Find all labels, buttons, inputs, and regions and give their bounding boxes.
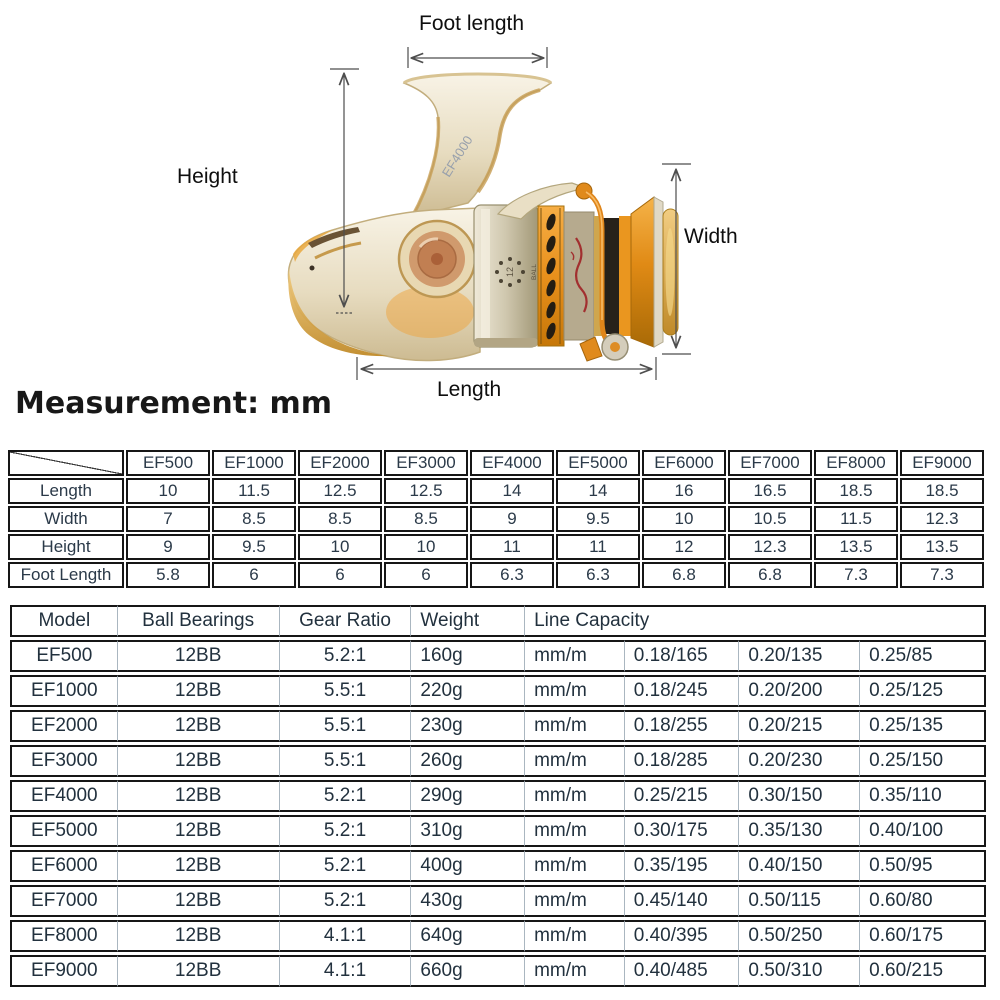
spec-cell-weight: 430g <box>410 885 524 917</box>
spec-cell-ball-bearings: 12BB <box>117 885 279 917</box>
spec-cell-line-capacity: 0.20/215 <box>738 710 859 742</box>
size-table-row-label: Height <box>8 534 124 560</box>
spec-cell-line-capacity: 0.20/200 <box>738 675 859 707</box>
spec-cell-line-capacity: mm/m <box>524 780 624 812</box>
spec-cell-weight: 660g <box>410 955 524 987</box>
spec-cell-model: EF3000 <box>10 745 117 777</box>
size-table-value: 16.5 <box>728 478 812 504</box>
spec-cell-ball-bearings: 12BB <box>117 640 279 672</box>
size-table-value: 6.3 <box>556 562 640 588</box>
reel-body <box>288 208 480 361</box>
size-table-value: 6.3 <box>470 562 554 588</box>
spec-cell-weight: 310g <box>410 815 524 847</box>
spec-cell-line-capacity: 0.25/215 <box>624 780 739 812</box>
size-table-value: 7.3 <box>814 562 898 588</box>
foot-length-label: Foot length <box>419 12 525 35</box>
size-table-value: 12.3 <box>728 534 812 560</box>
size-table-value: 7 <box>126 506 210 532</box>
size-table <box>6 448 986 590</box>
spec-cell-line-capacity: 0.35/110 <box>859 780 986 812</box>
spec-cell-line-capacity: 0.18/245 <box>624 675 739 707</box>
spec-cell-ball-bearings: 12BB <box>117 710 279 742</box>
size-table-model-header: EF9000 <box>900 450 984 476</box>
size-table-value: 12 <box>642 534 726 560</box>
spec-cell-line-capacity: mm/m <box>524 815 624 847</box>
size-table-value: 11.5 <box>212 478 296 504</box>
spec-header-ball-bearings: Ball Bearings <box>117 605 279 637</box>
size-table-value: 18.5 <box>900 478 984 504</box>
size-table-value: 12.5 <box>384 478 468 504</box>
size-table-value: 8.5 <box>384 506 468 532</box>
spec-header-line-capacity: Line Capacity <box>524 605 986 637</box>
width-label: Width <box>684 225 738 248</box>
spec-cell-line-capacity: 0.18/255 <box>624 710 739 742</box>
spec-cell-weight: 160g <box>410 640 524 672</box>
spec-cell-line-capacity: mm/m <box>524 885 624 917</box>
spec-cell-gear-ratio: 4.1:1 <box>279 955 411 987</box>
size-table-corner-cell <box>8 450 124 476</box>
spec-cell-model: EF8000 <box>10 920 117 952</box>
size-table-value: 6 <box>212 562 296 588</box>
spec-cell-gear-ratio: 5.2:1 <box>279 885 411 917</box>
size-table-model-header: EF500 <box>126 450 210 476</box>
spec-cell-line-capacity: 0.50/310 <box>738 955 859 987</box>
spec-cell-line-capacity: 0.35/195 <box>624 850 739 882</box>
size-table-value: 9.5 <box>212 534 296 560</box>
size-table-value: 9 <box>470 506 554 532</box>
size-table-value: 8.5 <box>212 506 296 532</box>
spec-cell-weight: 290g <box>410 780 524 812</box>
spool-front-flange <box>631 197 678 347</box>
size-table-model-header: EF5000 <box>556 450 640 476</box>
bearings-count-text: 12 <box>505 266 515 278</box>
spec-cell-line-capacity: mm/m <box>524 710 624 742</box>
size-table-model-header: EF4000 <box>470 450 554 476</box>
spec-cell-ball-bearings: 12BB <box>117 675 279 707</box>
spec-cell-line-capacity: 0.40/100 <box>859 815 986 847</box>
size-table-model-header: EF1000 <box>212 450 296 476</box>
size-table-value: 11 <box>556 534 640 560</box>
spec-header-weight: Weight <box>410 605 524 637</box>
spec-cell-gear-ratio: 5.2:1 <box>279 850 411 882</box>
spec-cell-gear-ratio: 5.5:1 <box>279 675 411 707</box>
size-table-value: 13.5 <box>900 534 984 560</box>
size-table-value: 6.8 <box>728 562 812 588</box>
spec-cell-line-capacity: 0.40/150 <box>738 850 859 882</box>
spec-cell-line-capacity: 0.50/250 <box>738 920 859 952</box>
spec-cell-line-capacity: mm/m <box>524 920 624 952</box>
length-arrow <box>357 357 656 380</box>
size-table-value: 6.8 <box>642 562 726 588</box>
spool-gold-band <box>538 206 564 346</box>
size-table-model-header: EF8000 <box>814 450 898 476</box>
spec-cell-model: EF6000 <box>10 850 117 882</box>
spec-cell-model: EF7000 <box>10 885 117 917</box>
size-table-value: 10 <box>642 506 726 532</box>
size-table-row-label: Length <box>8 478 124 504</box>
spool-skirt <box>564 212 594 340</box>
spec-cell-line-capacity: 0.45/140 <box>624 885 739 917</box>
size-table-model-header: EF2000 <box>298 450 382 476</box>
spec-cell-line-capacity: 0.25/135 <box>859 710 986 742</box>
size-table-value: 10 <box>126 478 210 504</box>
size-table-value: 7.3 <box>900 562 984 588</box>
spec-cell-model: EF500 <box>10 640 117 672</box>
size-table-value: 6 <box>298 562 382 588</box>
size-table-value: 12.5 <box>298 478 382 504</box>
spec-cell-line-capacity: 0.25/85 <box>859 640 986 672</box>
size-table-value: 16 <box>642 478 726 504</box>
spec-cell-gear-ratio: 4.1:1 <box>279 920 411 952</box>
spec-cell-line-capacity: 0.35/130 <box>738 815 859 847</box>
size-table-value: 11 <box>470 534 554 560</box>
spec-cell-line-capacity: 0.40/485 <box>624 955 739 987</box>
spec-cell-ball-bearings: 12BB <box>117 780 279 812</box>
size-table-value: 9.5 <box>556 506 640 532</box>
spec-cell-ball-bearings: 12BB <box>117 745 279 777</box>
size-table-row-label: Width <box>8 506 124 532</box>
spec-cell-line-capacity: mm/m <box>524 640 624 672</box>
size-table-value: 5.8 <box>126 562 210 588</box>
spec-cell-line-capacity: 0.20/230 <box>738 745 859 777</box>
length-label: Length <box>437 378 502 401</box>
spec-cell-model: EF1000 <box>10 675 117 707</box>
spec-cell-line-capacity: 0.60/80 <box>859 885 986 917</box>
size-table-row-label: Foot Length <box>8 562 124 588</box>
size-table-value: 13.5 <box>814 534 898 560</box>
spec-cell-line-capacity: 0.60/215 <box>859 955 986 987</box>
reel-diagram <box>0 0 1000 432</box>
spec-cell-ball-bearings: 12BB <box>117 850 279 882</box>
handle-cap <box>399 221 475 297</box>
size-table-model-header: EF6000 <box>642 450 726 476</box>
size-table-value: 14 <box>470 478 554 504</box>
spec-cell-model: EF4000 <box>10 780 117 812</box>
size-table-value: 10 <box>298 534 382 560</box>
spec-cell-line-capacity: 0.30/175 <box>624 815 739 847</box>
spec-cell-ball-bearings: 12BB <box>117 955 279 987</box>
spec-cell-weight: 230g <box>410 710 524 742</box>
size-table-value: 6 <box>384 562 468 588</box>
spec-cell-line-capacity: 0.18/165 <box>624 640 739 672</box>
spec-cell-line-capacity: mm/m <box>524 675 624 707</box>
spec-cell-line-capacity: mm/m <box>524 745 624 777</box>
spec-cell-line-capacity: 0.40/395 <box>624 920 739 952</box>
spec-cell-weight: 260g <box>410 745 524 777</box>
foot-length-arrow <box>408 47 547 68</box>
spec-table <box>10 602 986 990</box>
spec-cell-gear-ratio: 5.5:1 <box>279 710 411 742</box>
size-table-model-header: EF7000 <box>728 450 812 476</box>
spec-cell-line-capacity: 0.60/175 <box>859 920 986 952</box>
spec-cell-weight: 220g <box>410 675 524 707</box>
spec-cell-gear-ratio: 5.5:1 <box>279 745 411 777</box>
spec-header-gear-ratio: Gear Ratio <box>279 605 411 637</box>
spec-cell-line-capacity: 0.18/285 <box>624 745 739 777</box>
size-table-value: 10 <box>384 534 468 560</box>
size-table-value: 14 <box>556 478 640 504</box>
spec-header-model: Model <box>10 605 117 637</box>
spec-cell-line-capacity: 0.20/135 <box>738 640 859 672</box>
spec-cell-line-capacity: mm/m <box>524 955 624 987</box>
spec-cell-gear-ratio: 5.2:1 <box>279 780 411 812</box>
size-table-value: 18.5 <box>814 478 898 504</box>
spec-cell-gear-ratio: 5.2:1 <box>279 815 411 847</box>
spec-cell-line-capacity: 0.50/95 <box>859 850 986 882</box>
size-table-model-header: EF3000 <box>384 450 468 476</box>
size-table-value: 9 <box>126 534 210 560</box>
spec-cell-weight: 640g <box>410 920 524 952</box>
spec-cell-model: EF2000 <box>10 710 117 742</box>
spec-cell-line-capacity: 0.30/150 <box>738 780 859 812</box>
spec-cell-line-capacity: 0.50/115 <box>738 885 859 917</box>
spec-cell-ball-bearings: 12BB <box>117 815 279 847</box>
spec-cell-model: EF5000 <box>10 815 117 847</box>
size-table-value: 8.5 <box>298 506 382 532</box>
spec-cell-ball-bearings: 12BB <box>117 920 279 952</box>
size-table-value: 12.3 <box>900 506 984 532</box>
product-figure <box>0 0 1000 432</box>
spec-cell-line-capacity: mm/m <box>524 850 624 882</box>
height-label: Height <box>177 165 238 188</box>
spec-cell-model: EF9000 <box>10 955 117 987</box>
reel-model-text: EF4000 <box>438 133 476 180</box>
size-table-value: 11.5 <box>814 506 898 532</box>
spec-cell-line-capacity: 0.25/125 <box>859 675 986 707</box>
spec-cell-weight: 400g <box>410 850 524 882</box>
spec-cell-line-capacity: 0.25/150 <box>859 745 986 777</box>
size-table-value: 10.5 <box>728 506 812 532</box>
bearings-label-text: BALL <box>531 264 538 280</box>
measurement-heading: Measurement: mm <box>15 386 333 421</box>
spec-cell-gear-ratio: 5.2:1 <box>279 640 411 672</box>
